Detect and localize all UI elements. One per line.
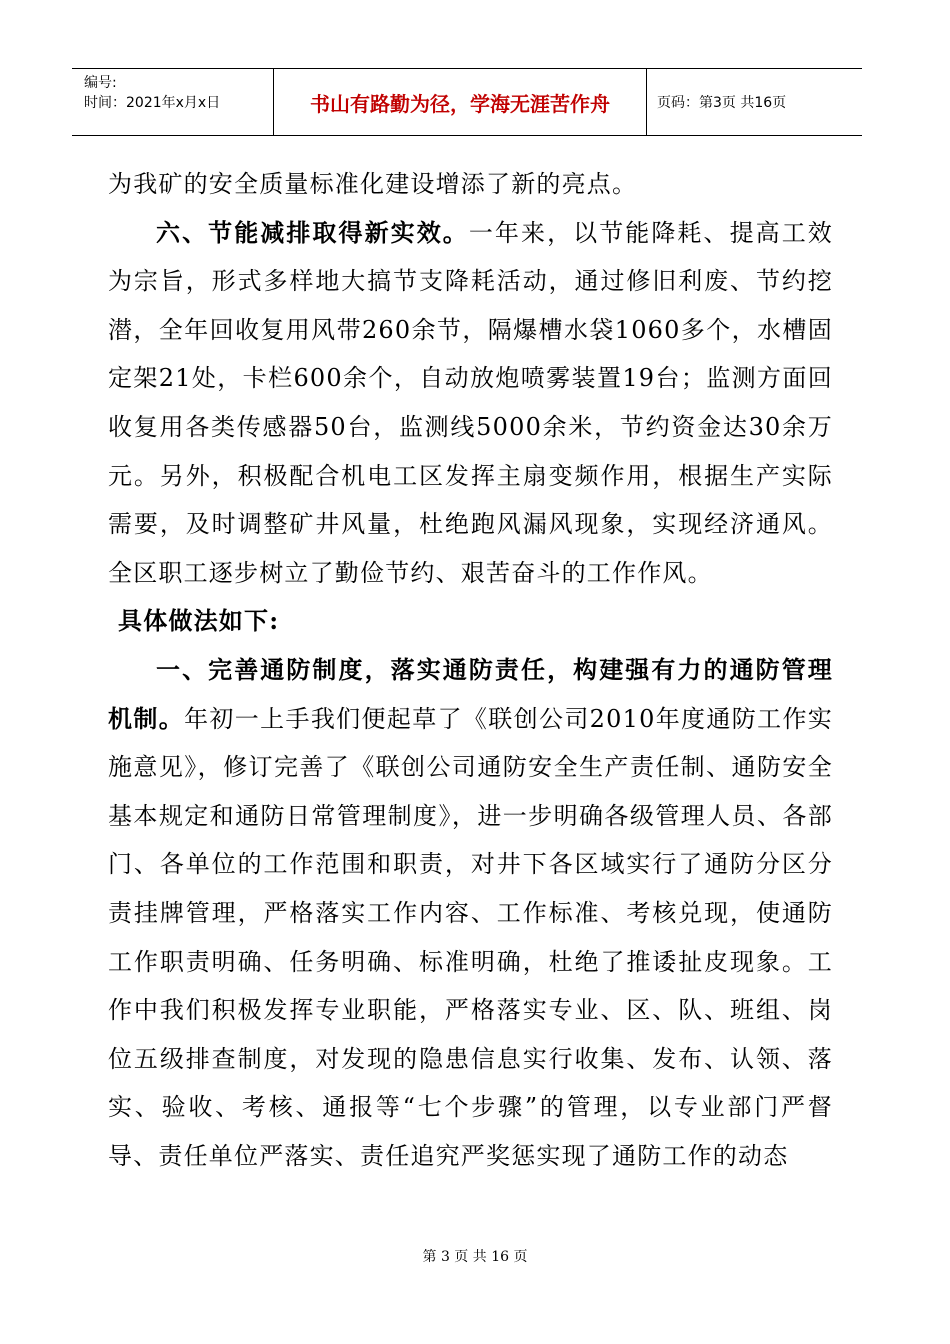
paragraph-ventilation-system: 一、完善通防制度，落实通防责任，构建强有力的通防管理机制。年初一上手我们便起草了《联创公司2010年度通防工作实施意见》，修订完善了《联创公司通防安全生产责任制、通防安全基本规定和通防日常管理制度》，进一步明确各级管理人员、各部门、各单位的工作范围和职责，对井下各区域实行了通防分区分责挂牌管理，严格落实工作内容、工作标准、考核兑现，使通防工作职责明确、任务明确、标准明确，杜绝了推诿扯皮现象。工作中我们积极发挥专业职能，严格落实专业、区、队、班组、岗位五级排查制度，对发现的隐患信息实行收集、发布、认领、落实、验收、考核、通报等“七个步骤”的管理，以专业部门严督导、责任单位严落实、责任追究严奖惩实现了通防工作的动态 [108,654,833,1170]
header-meta [72,69,274,135]
page-footer: 第 3 页 共 16 页 [422,1249,528,1265]
document-body [108,160,833,1180]
paragraph-methods-heading [108,597,833,646]
section-heading: 六、节能减排取得新实效。 [156,217,469,247]
page-header [72,68,862,136]
paragraph-energy-saving: 六、节能减排取得新实效。一年来，以节能降耗、提高工效为宗旨，形式多样地大搞节支降耗活动，通过修旧利废、节约挖潜，全年回收复用风带260余节，隔爆槽水袋1060多个，水槽固定架21处，卡栏600余个，自动放炮喷雾装置19台；监测方面回收复用各类传感器50台，监测线5000余米，节约资金达30余万元。另外，积极配合机电工区发挥主扇变频作用，根据生产实际需要，及时调整矿井风量，杜绝跑风漏风现象，实现经济通风。全区职工逐步树立了勤俭节约、艰苦奋斗的工作作风。 [108,217,833,587]
document-time-label: 时间：2021年x月x日 [84,95,221,111]
paragraph-continuation: 为我矿的安全质量标准化建设增添了新的亮点。 [108,170,638,198]
header-page-label: 页码：第3页 共16页 [657,95,787,111]
document-number-label: 编号: [84,75,117,91]
section-heading: 一、完善通防制度，落实通防责任，构建强有力的通防管理机制。 [108,654,833,733]
section-heading: 具体做法如下: [118,606,280,636]
header-motto: 书山有路勤为径，学海无涯苦作舟 [274,69,647,135]
